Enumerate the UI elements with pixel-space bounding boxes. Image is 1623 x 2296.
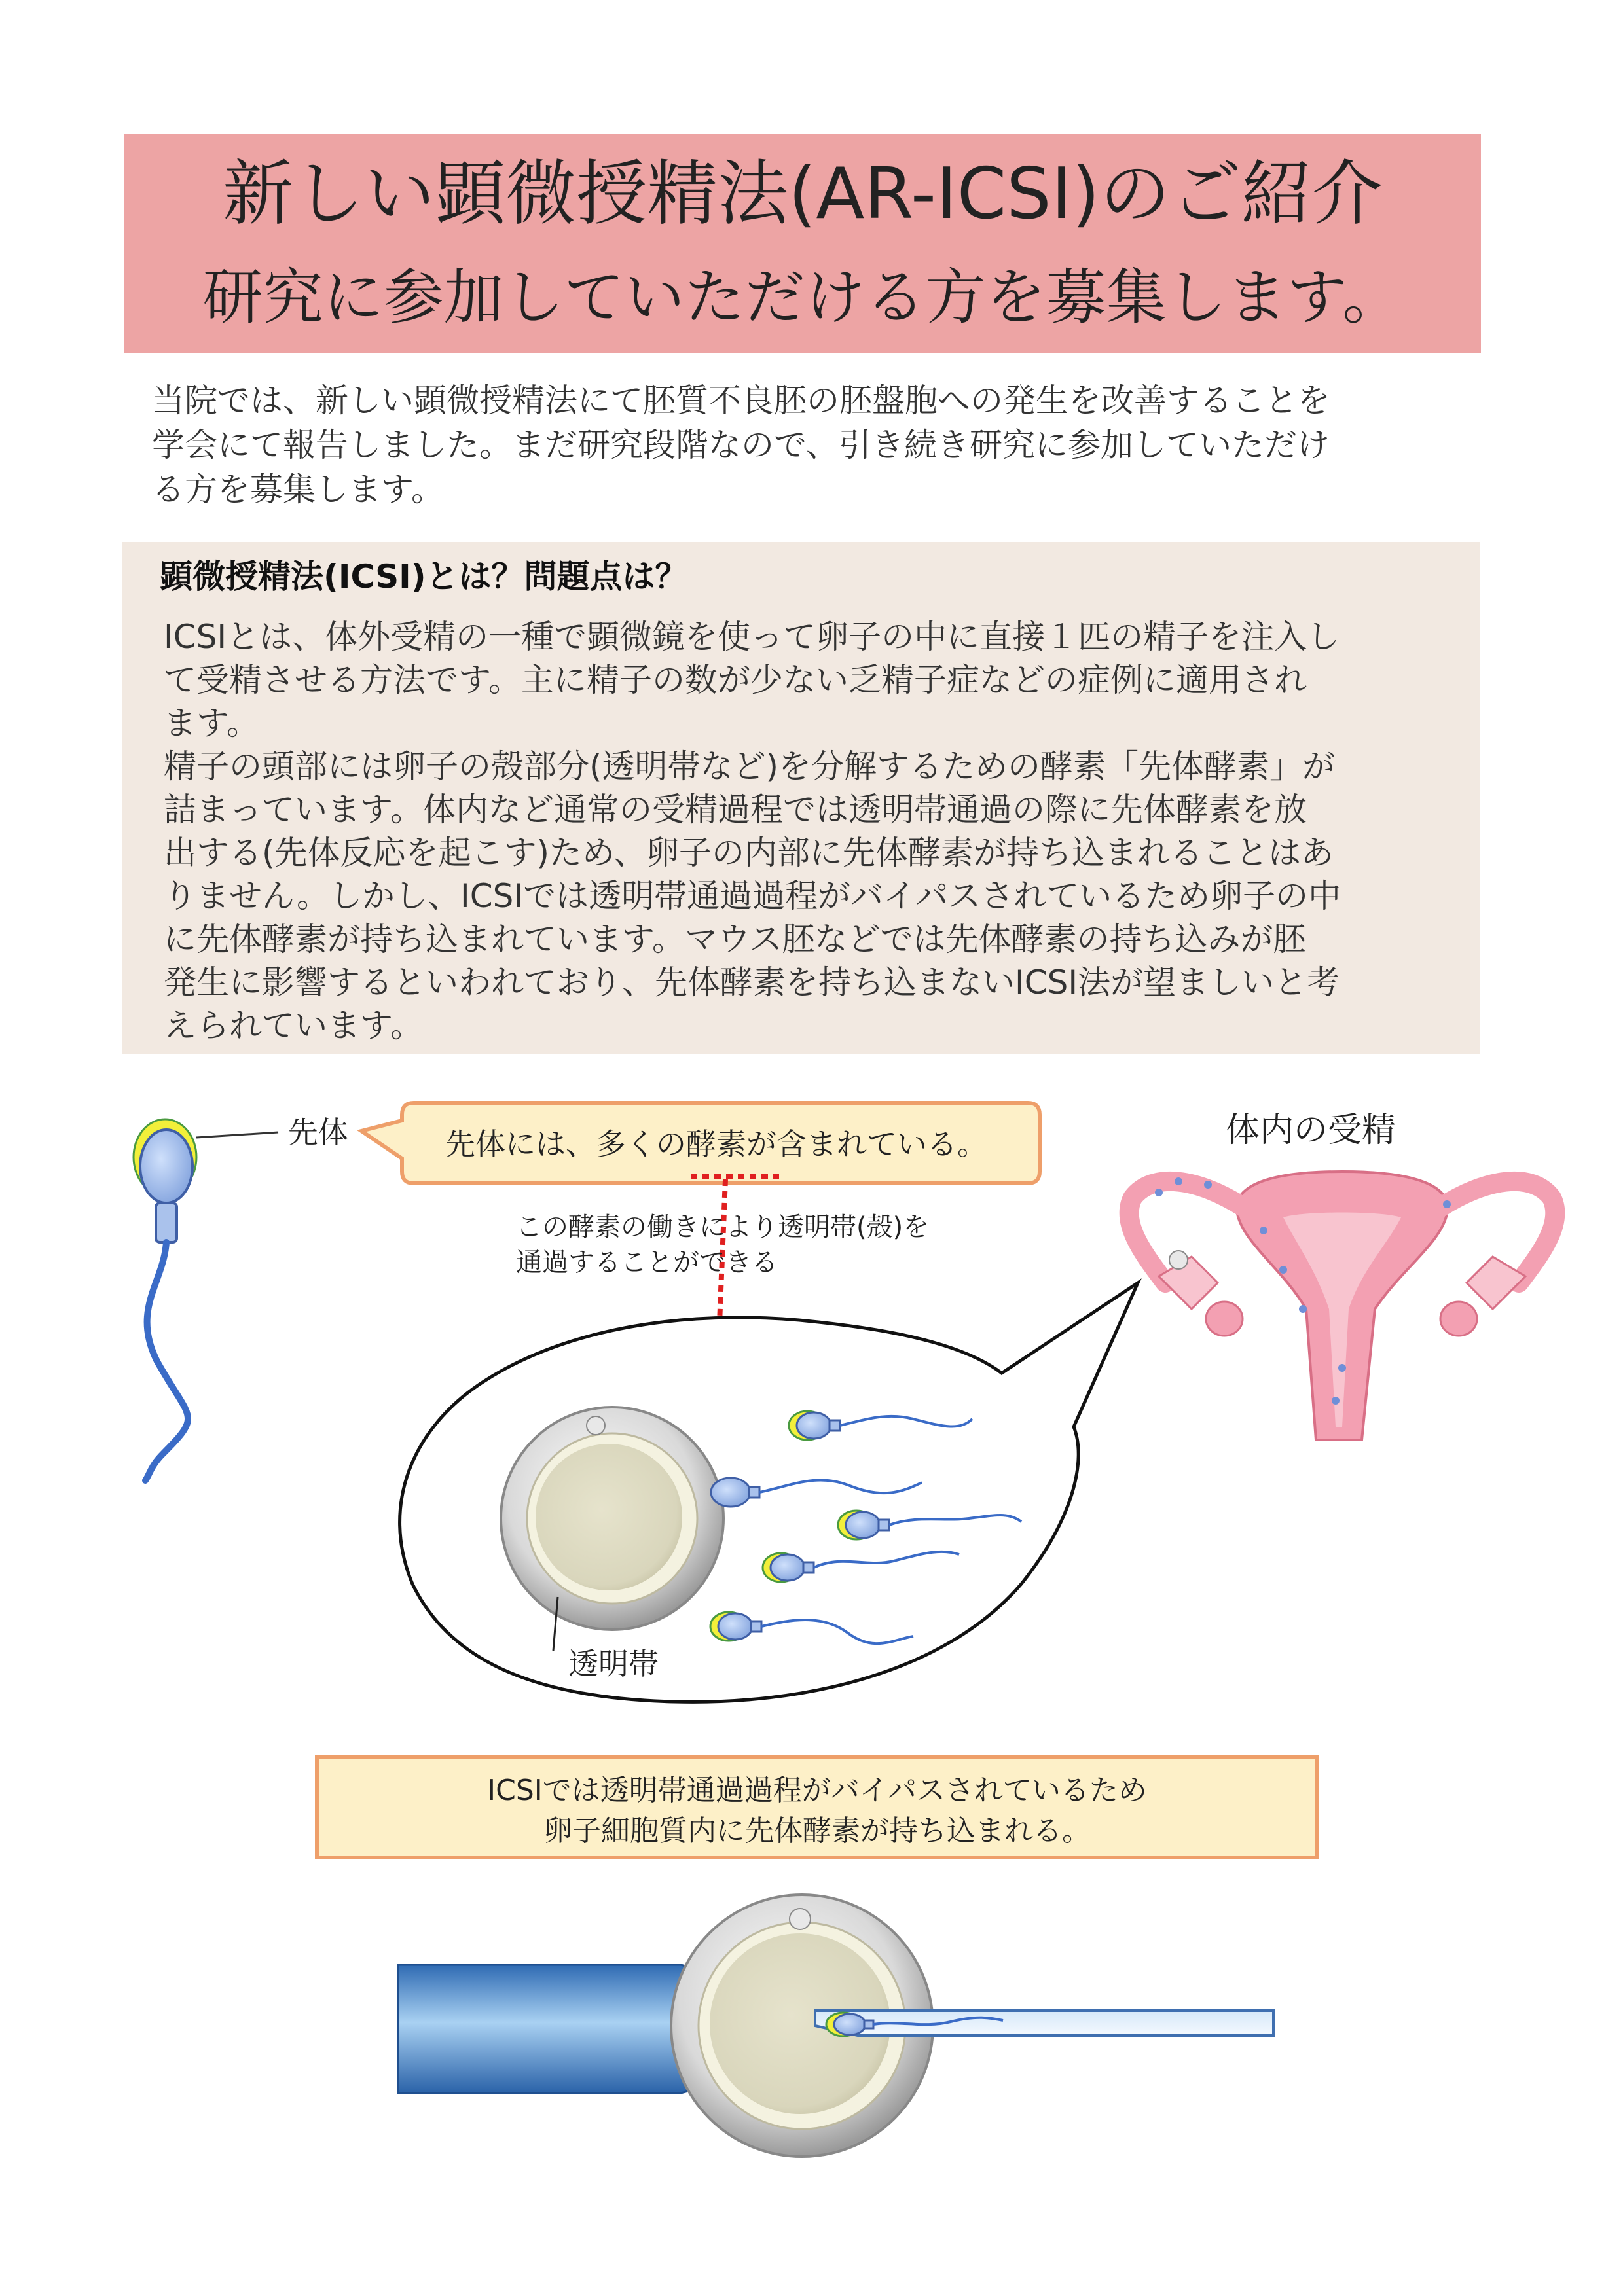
in-vivo-label: 体内の受精 <box>1226 1111 1396 1150</box>
info-line: りません。しかし、ICSIでは透明帯通過過程がバイパスされているため卵子の中 <box>164 877 1341 915</box>
page-title: 新しい顕微授精法(AR-ICSI)のご紹介 <box>223 153 1383 235</box>
icsi-note-line2: 卵子細胞質内に先体酵素が持ち込まれる。 <box>543 1814 1091 1848</box>
icsi-procedure-illustration <box>398 1895 1273 2157</box>
intro-line: る方を募集します。 <box>152 471 444 509</box>
title-banner <box>124 134 1481 353</box>
info-line: 精子の頭部には卵子の殻部分(透明帯など)を分解するための酵素「先体酵素」が <box>164 747 1336 785</box>
fertilization-diagram <box>0 1067 1623 2296</box>
info-body <box>164 615 1467 1047</box>
info-line: 発生に影響するといわれており、先体酵素を持ち込まないICSI法が望ましいと考 <box>164 963 1340 1001</box>
enzyme-note-line1: この酵素の働きにより透明帯(殻)を <box>516 1212 930 1242</box>
info-line: えられています。 <box>164 1007 423 1045</box>
icsi-note-line1: ICSIでは透明帯通過過程がバイパスされているため <box>487 1774 1147 1807</box>
holding-pipette <box>398 1965 701 2093</box>
info-line: 詰まっています。体内など通常の受精過程では透明帯通過の際に先体酵素を放 <box>164 791 1307 829</box>
intro-line: 当院では、新しい顕微授精法にて胚質不良胚の胚盤胞への発生を改善することを <box>152 382 1330 420</box>
page-subtitle: 研究に参加していただける方を募集します。 <box>202 262 1403 332</box>
sperm-illustration-large <box>134 1119 278 1480</box>
info-line: ます。 <box>164 704 259 742</box>
zona-label: 透明帯 <box>568 1646 659 1681</box>
intro-paragraph <box>152 378 1461 512</box>
info-line: て受精させる方法です。主に精子の数が少ない乏精子症などの症例に適用され <box>164 661 1307 699</box>
uterus-illustration <box>1129 1172 1556 1440</box>
icsi-info-box <box>122 542 1480 1054</box>
info-heading: 顕微授精法(ICSI)とは？問題点は？ <box>160 558 688 596</box>
acrosome-label: 先体 <box>288 1115 348 1150</box>
intro-line: 学会にて報告しました。まだ研究段階なので、引き続き研究に参加していただけ <box>152 426 1330 464</box>
enzyme-note-line2: 通過することができる <box>516 1247 778 1278</box>
egg-illustration <box>501 1407 723 1630</box>
info-line: ICSIとは、体外受精の一種で顕微鏡を使って卵子の中に直接１匹の精子を注入し <box>164 618 1340 656</box>
info-line: に先体酵素が持ち込まれています。マウス胚などでは先体酵素の持ち込みが胚 <box>164 920 1306 958</box>
info-line: 出する(先体反応を起こす)ため、卵子の内部に先体酵素が持ち込まれることはあ <box>164 834 1334 872</box>
callout-text: 先体には、多くの酵素が含まれている。 <box>445 1126 987 1162</box>
